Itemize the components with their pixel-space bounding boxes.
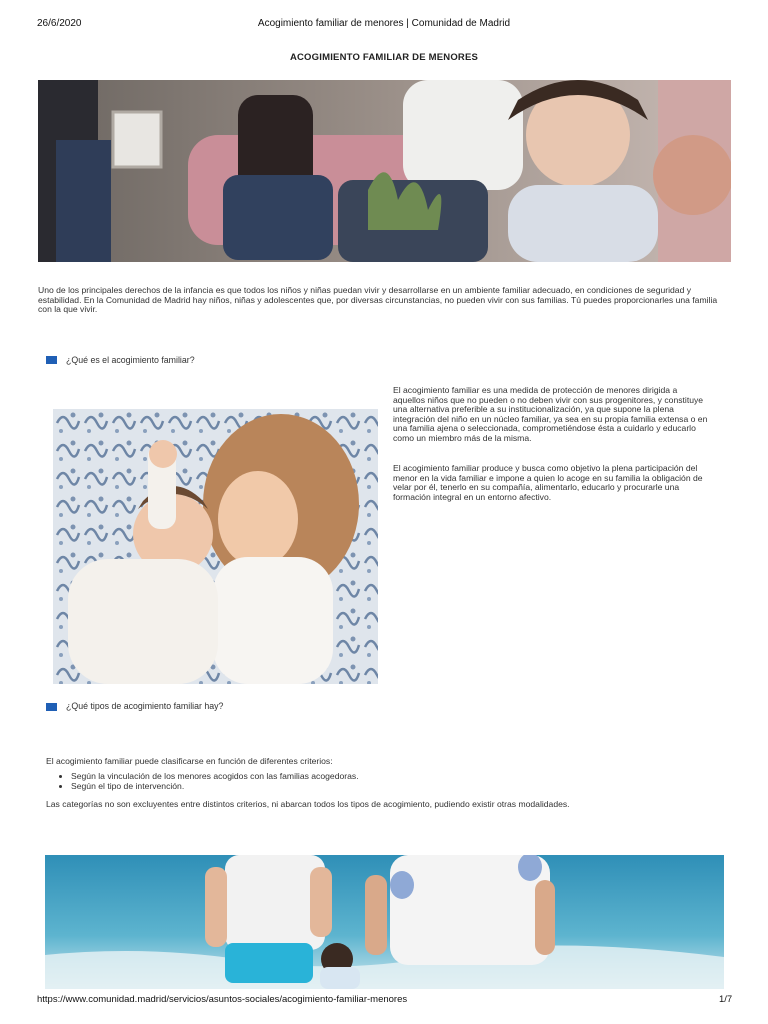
banner-family-photo <box>38 80 731 262</box>
beach-illustration <box>45 855 724 989</box>
section-bullet-square <box>46 356 57 364</box>
what-is-paragraph-1: El acogimiento familiar es una medida de protección de menores dirigida a aquellos niños que no pueden o no deben vivir con sus progenitores, y constituye una alternativa preferible a su institucionalización, ya que supone la plena integración del niño en un núcleo familiar, ya sea en su propia familia extensa o en una familia ajena o seleccionada, comprometiéndose ésta a cuidarlo y educarlo como un miembro más de la misma. <box>393 385 708 443</box>
types-lead: El acogimiento familiar puede clasificarse en función de diferentes criterios: <box>46 756 333 766</box>
list-item: • Según la vinculación de los menores acogidos con las familias acogedoras. <box>71 772 751 782</box>
beach-family-photo <box>45 855 724 989</box>
section-heading-types: ¿Qué tipos de acogimiento familiar hay? <box>66 701 224 711</box>
page-title: ACOGIMIENTO FAMILIAR DE MENORES <box>289 52 479 63</box>
footer-page-number: 1/7 <box>719 994 733 1005</box>
footer-url[interactable]: https://www.comunidad.madrid/servicios/asuntos-sociales/acogimiento-familiar-menores <box>37 994 408 1005</box>
children-photo <box>53 409 378 684</box>
types-closing: Las categorías no son excluyentes entre distintos criterios, ni abarcan todos los tipos de acogimiento, pudiendo existir otras modalidades. <box>46 799 570 809</box>
intro-paragraph: Uno de los principales derechos de la infancia es que todos los niños y niñas puedan vivir y desarrollarse en un ambiente familiar adecuado, en condiciones de seguridad y estabilidad. En la Comunidad de Madrid hay niños, niñas y adolescentes que, por diversas circunstancias, no pueden vivir con sus familias. Tú puedes proporcionarles una familia con la que vivir. <box>38 285 718 315</box>
types-list <box>47 772 751 791</box>
section-bullet-square <box>46 703 57 711</box>
what-is-paragraph-2: El acogimiento familiar produce y busca como objetivo la plena participación del menor en la vida familiar e impone a quien lo acoge en su familia la obligación de velar por él, tenerlo en su compañía, alimentarlo, educarlo y procurarle una formación integral en un entorno afectivo. <box>393 463 703 502</box>
print-page-title: Acogimiento familiar de menores | Comunidad de Madrid <box>257 18 511 29</box>
print-date: 26/6/2020 <box>37 18 82 29</box>
section-heading-what-is: ¿Qué es el acogimiento familiar? <box>66 355 195 365</box>
list-item: • Según el tipo de intervención. <box>71 782 751 792</box>
children-illustration <box>53 409 378 684</box>
banner-family-illustration <box>38 80 731 262</box>
